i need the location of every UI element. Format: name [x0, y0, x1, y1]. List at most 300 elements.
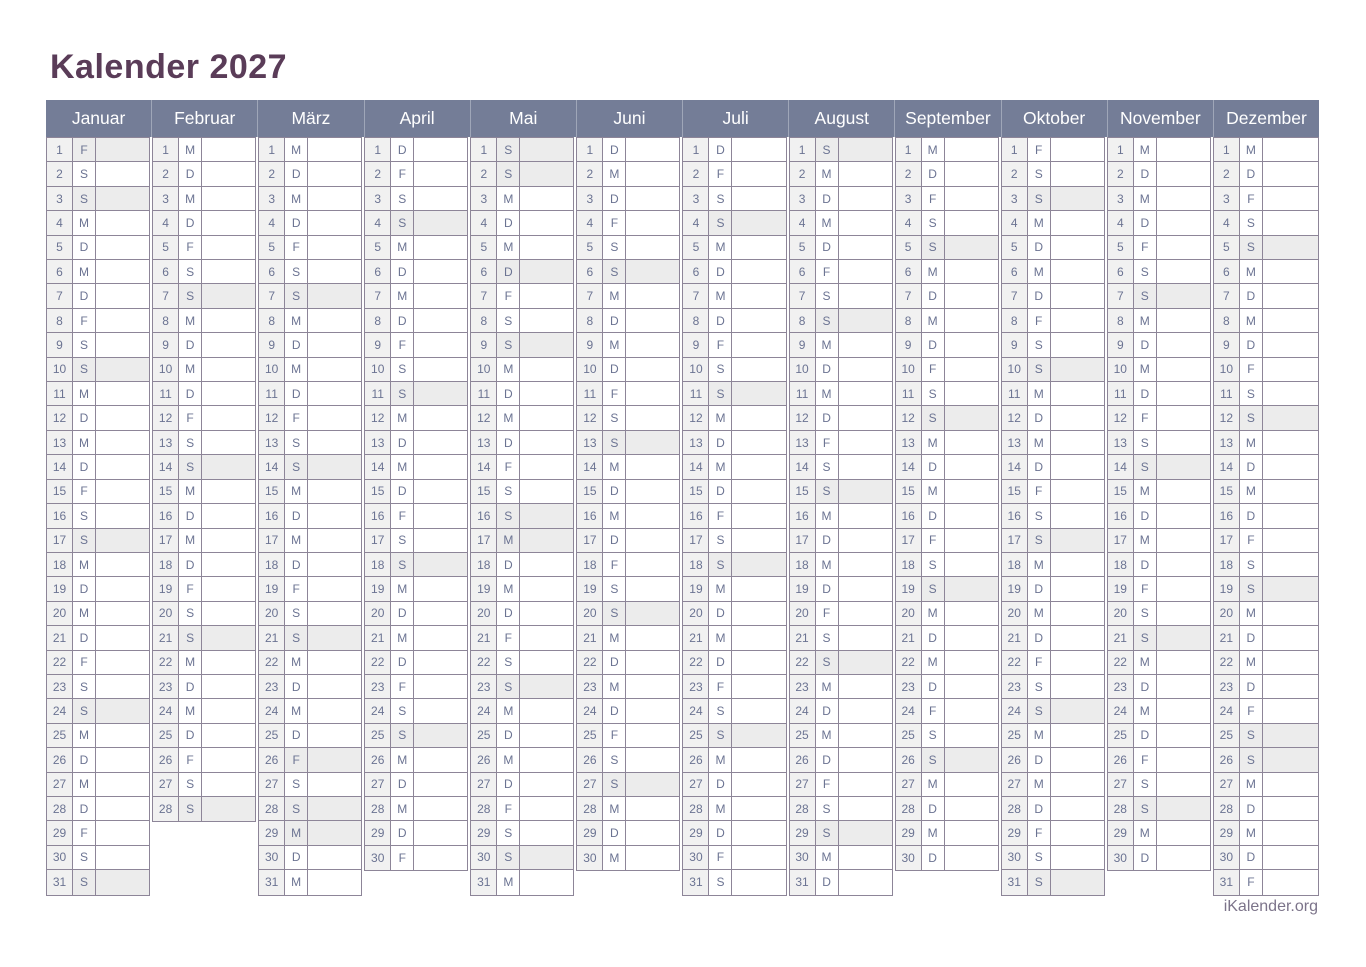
day-row	[47, 773, 149, 797]
weekday-letter: D	[1240, 797, 1263, 820]
day-number: 28	[1214, 797, 1240, 820]
note-area	[732, 529, 785, 552]
weekday-letter: D	[1134, 553, 1157, 576]
weekday-letter: M	[1240, 602, 1263, 625]
day-number: 8	[365, 309, 391, 332]
day-row	[896, 260, 998, 284]
day-number: 2	[259, 162, 285, 185]
note-area	[202, 211, 255, 234]
day-row	[1214, 333, 1318, 357]
day-row	[259, 138, 361, 162]
day-row	[790, 211, 892, 235]
note-area	[308, 138, 361, 161]
day-row	[153, 284, 255, 308]
weekday-letter: S	[497, 504, 520, 527]
day-row	[683, 431, 785, 455]
weekday-letter: S	[1134, 797, 1157, 820]
weekday-letter: D	[391, 260, 414, 283]
note-area	[1051, 821, 1104, 844]
note-area	[839, 651, 892, 674]
day-row	[896, 358, 998, 382]
weekday-letter: D	[922, 162, 945, 185]
note-area	[732, 284, 785, 307]
weekday-letter: S	[73, 187, 96, 210]
day-row	[1108, 675, 1210, 699]
weekday-letter: D	[1134, 382, 1157, 405]
day-number: 28	[471, 797, 497, 820]
day-row	[577, 236, 679, 260]
day-row	[153, 162, 255, 186]
weekday-letter: F	[709, 846, 732, 869]
day-row	[47, 577, 149, 601]
weekday-letter: F	[709, 333, 732, 356]
day-number: 22	[471, 651, 497, 674]
note-area	[414, 529, 467, 552]
note-area	[1263, 260, 1318, 283]
weekday-letter: M	[709, 406, 732, 429]
day-number: 27	[365, 773, 391, 796]
note-area	[945, 773, 998, 796]
weekday-letter: M	[816, 211, 839, 234]
weekday-letter: S	[73, 675, 96, 698]
note-area	[732, 577, 785, 600]
weekday-letter: D	[709, 480, 732, 503]
day-row	[1108, 699, 1210, 723]
day-number: 19	[790, 577, 816, 600]
day-row	[790, 480, 892, 504]
day-row	[471, 724, 573, 748]
note-area	[626, 382, 679, 405]
day-number: 17	[1214, 529, 1240, 552]
day-number: 12	[577, 406, 603, 429]
day-row	[790, 504, 892, 528]
day-number: 25	[47, 724, 73, 747]
day-number: 1	[577, 138, 603, 161]
day-row	[896, 626, 998, 650]
weekday-letter: S	[179, 455, 202, 478]
weekday-letter: F	[1134, 236, 1157, 259]
note-area	[308, 626, 361, 649]
weekday-letter: D	[497, 260, 520, 283]
weekday-letter: S	[709, 382, 732, 405]
note-area	[414, 358, 467, 381]
day-row	[153, 480, 255, 504]
weekday-letter: D	[497, 382, 520, 405]
note-area	[1157, 846, 1210, 870]
day-row	[1002, 455, 1104, 479]
day-row	[365, 529, 467, 553]
day-row	[365, 577, 467, 601]
day-row	[1002, 187, 1104, 211]
day-row	[1002, 577, 1104, 601]
weekday-letter: D	[285, 211, 308, 234]
note-area	[732, 455, 785, 478]
day-number: 1	[153, 138, 179, 161]
weekday-letter: M	[391, 797, 414, 820]
weekday-letter: M	[1134, 651, 1157, 674]
weekday-letter: M	[1028, 260, 1051, 283]
day-row	[577, 284, 679, 308]
note-area	[732, 211, 785, 234]
note-area	[626, 333, 679, 356]
day-row	[683, 309, 785, 333]
day-row	[153, 431, 255, 455]
day-number: 19	[683, 577, 709, 600]
day-row	[1108, 382, 1210, 406]
weekday-letter: F	[1028, 138, 1051, 161]
day-number: 30	[790, 846, 816, 869]
note-area	[839, 480, 892, 503]
note-area	[732, 480, 785, 503]
day-number: 5	[1002, 236, 1028, 259]
note-area	[1157, 358, 1210, 381]
day-row	[153, 675, 255, 699]
note-area	[1157, 138, 1210, 161]
note-area	[1051, 284, 1104, 307]
note-area	[308, 211, 361, 234]
month-grid-januar	[46, 137, 150, 896]
note-area	[96, 187, 149, 210]
day-row	[1214, 602, 1318, 626]
day-row	[47, 748, 149, 772]
day-number: 14	[577, 455, 603, 478]
day-row	[1214, 431, 1318, 455]
note-area	[945, 846, 998, 870]
note-area	[520, 553, 573, 576]
day-row	[577, 699, 679, 723]
day-number: 15	[577, 480, 603, 503]
day-number: 2	[365, 162, 391, 185]
weekday-letter: S	[73, 699, 96, 722]
weekday-letter: S	[179, 797, 202, 821]
note-area	[839, 602, 892, 625]
day-number: 31	[683, 870, 709, 894]
note-area	[520, 651, 573, 674]
note-area	[414, 284, 467, 307]
day-number: 13	[790, 431, 816, 454]
note-area	[839, 699, 892, 722]
day-row	[153, 504, 255, 528]
note-area	[1157, 260, 1210, 283]
day-number: 17	[365, 529, 391, 552]
day-number: 31	[1002, 870, 1028, 894]
note-area	[626, 480, 679, 503]
day-row	[47, 651, 149, 675]
weekday-letter: S	[1028, 187, 1051, 210]
weekday-letter: M	[1240, 480, 1263, 503]
day-row	[683, 187, 785, 211]
note-area	[626, 553, 679, 576]
weekday-letter: D	[1240, 162, 1263, 185]
day-number: 21	[365, 626, 391, 649]
weekday-letter: S	[73, 162, 96, 185]
day-row	[153, 382, 255, 406]
day-row	[896, 187, 998, 211]
day-number: 8	[1214, 309, 1240, 332]
note-area	[414, 651, 467, 674]
day-row	[1002, 138, 1104, 162]
day-number: 27	[1214, 773, 1240, 796]
note-area	[1263, 406, 1318, 429]
weekday-letter: S	[285, 602, 308, 625]
note-area	[1157, 162, 1210, 185]
day-number: 15	[471, 480, 497, 503]
day-number: 24	[790, 699, 816, 722]
day-number: 22	[153, 651, 179, 674]
day-number: 23	[259, 675, 285, 698]
weekday-letter: M	[285, 187, 308, 210]
weekday-letter: M	[179, 651, 202, 674]
weekday-letter: D	[497, 773, 520, 796]
note-area	[1157, 504, 1210, 527]
weekday-letter: D	[603, 699, 626, 722]
note-area	[732, 651, 785, 674]
note-area	[96, 382, 149, 405]
day-row	[683, 504, 785, 528]
month-header-april: April	[364, 100, 470, 137]
weekday-letter: S	[179, 602, 202, 625]
note-area	[1157, 602, 1210, 625]
day-number: 20	[683, 602, 709, 625]
day-row	[47, 260, 149, 284]
note-area	[308, 260, 361, 283]
day-number: 30	[1108, 846, 1134, 870]
day-number: 10	[47, 358, 73, 381]
day-number: 25	[471, 724, 497, 747]
day-row	[1214, 699, 1318, 723]
note-area	[308, 406, 361, 429]
day-number: 14	[790, 455, 816, 478]
day-row	[365, 406, 467, 430]
day-row	[683, 748, 785, 772]
weekday-letter: S	[1134, 284, 1157, 307]
weekday-letter: M	[285, 870, 308, 894]
note-area	[1157, 773, 1210, 796]
weekday-letter: S	[1240, 724, 1263, 747]
day-number: 3	[896, 187, 922, 210]
weekday-letter: D	[1028, 284, 1051, 307]
note-area	[308, 236, 361, 259]
weekday-letter: D	[391, 651, 414, 674]
day-row	[577, 797, 679, 821]
day-number: 25	[896, 724, 922, 747]
day-number: 11	[896, 382, 922, 405]
note-area	[308, 773, 361, 796]
day-number: 6	[1214, 260, 1240, 283]
note-area	[945, 284, 998, 307]
note-area	[520, 358, 573, 381]
day-row	[790, 553, 892, 577]
day-number: 1	[896, 138, 922, 161]
day-number: 14	[47, 455, 73, 478]
day-number: 20	[471, 602, 497, 625]
note-area	[96, 577, 149, 600]
day-row	[1002, 773, 1104, 797]
day-row	[790, 529, 892, 553]
day-row	[47, 455, 149, 479]
note-area	[1051, 187, 1104, 210]
day-row	[259, 358, 361, 382]
day-row	[577, 748, 679, 772]
day-number: 23	[577, 675, 603, 698]
day-number: 19	[365, 577, 391, 600]
day-row	[1002, 309, 1104, 333]
day-row	[259, 577, 361, 601]
month-grid-april	[364, 137, 468, 871]
day-number: 6	[1002, 260, 1028, 283]
weekday-letter: F	[179, 236, 202, 259]
note-area	[1051, 260, 1104, 283]
note-area	[1051, 504, 1104, 527]
day-row	[47, 333, 149, 357]
note-area	[945, 821, 998, 844]
day-number: 2	[790, 162, 816, 185]
weekday-letter: M	[922, 309, 945, 332]
weekday-letter: F	[497, 626, 520, 649]
day-row	[153, 309, 255, 333]
day-row	[683, 577, 785, 601]
day-row	[471, 797, 573, 821]
weekday-letter: F	[816, 602, 839, 625]
month-grid-juli	[682, 137, 786, 896]
weekday-letter: M	[391, 406, 414, 429]
weekday-letter: M	[603, 333, 626, 356]
note-area	[839, 846, 892, 869]
note-area	[520, 455, 573, 478]
note-area	[839, 333, 892, 356]
note-area	[202, 284, 255, 307]
note-area	[520, 309, 573, 332]
weekday-letter: S	[391, 211, 414, 234]
weekday-letter: D	[816, 577, 839, 600]
day-row	[1002, 504, 1104, 528]
day-number: 27	[471, 773, 497, 796]
day-number: 24	[471, 699, 497, 722]
day-number: 12	[153, 406, 179, 429]
day-row	[153, 333, 255, 357]
note-area	[626, 406, 679, 429]
weekday-letter: M	[1134, 480, 1157, 503]
day-number: 10	[896, 358, 922, 381]
day-number: 23	[683, 675, 709, 698]
day-row	[577, 333, 679, 357]
day-row	[1002, 846, 1104, 870]
note-area	[1051, 602, 1104, 625]
note-area	[414, 333, 467, 356]
day-row	[683, 797, 785, 821]
note-area	[1051, 480, 1104, 503]
day-row	[1108, 211, 1210, 235]
day-row	[790, 675, 892, 699]
note-area	[1263, 333, 1318, 356]
note-area	[839, 187, 892, 210]
note-area	[732, 260, 785, 283]
weekday-letter: D	[603, 821, 626, 844]
day-row	[790, 406, 892, 430]
day-row	[896, 211, 998, 235]
weekday-letter: M	[179, 699, 202, 722]
weekday-letter: M	[1028, 211, 1051, 234]
month-column-september	[895, 137, 1001, 871]
weekday-letter: D	[1240, 504, 1263, 527]
day-number: 5	[1108, 236, 1134, 259]
day-number: 22	[47, 651, 73, 674]
day-number: 21	[1002, 626, 1028, 649]
month-column-november	[1107, 137, 1213, 871]
weekday-letter: M	[709, 748, 732, 771]
day-number: 10	[1214, 358, 1240, 381]
note-area	[945, 699, 998, 722]
note-area	[202, 382, 255, 405]
day-row	[365, 626, 467, 650]
day-number: 17	[153, 529, 179, 552]
day-row	[1002, 675, 1104, 699]
weekday-letter: M	[1240, 138, 1263, 161]
day-number: 17	[1108, 529, 1134, 552]
day-row	[471, 626, 573, 650]
month-header-row	[46, 100, 1319, 137]
note-area	[945, 602, 998, 625]
weekday-letter: D	[1240, 333, 1263, 356]
note-area	[1051, 309, 1104, 332]
note-area	[945, 358, 998, 381]
note-area	[1157, 748, 1210, 771]
day-row	[259, 724, 361, 748]
day-number: 15	[683, 480, 709, 503]
weekday-letter: M	[179, 529, 202, 552]
day-row	[365, 162, 467, 186]
weekday-letter: M	[1028, 431, 1051, 454]
day-row	[1214, 724, 1318, 748]
day-number: 26	[896, 748, 922, 771]
weekday-letter: S	[709, 724, 732, 747]
day-number: 22	[1002, 651, 1028, 674]
day-row	[259, 187, 361, 211]
day-row	[683, 333, 785, 357]
month-column-marz	[258, 137, 364, 896]
weekday-letter: S	[73, 529, 96, 552]
weekday-letter: M	[1134, 309, 1157, 332]
weekday-letter: F	[73, 309, 96, 332]
note-area	[626, 529, 679, 552]
day-row	[577, 626, 679, 650]
day-row	[790, 846, 892, 870]
day-row	[47, 504, 149, 528]
note-area	[202, 260, 255, 283]
day-row	[365, 431, 467, 455]
day-row	[790, 748, 892, 772]
weekday-letter: M	[1028, 382, 1051, 405]
weekday-letter: D	[709, 602, 732, 625]
page-title: Kalender 2027	[50, 48, 288, 86]
day-number: 10	[153, 358, 179, 381]
day-row	[1214, 284, 1318, 308]
day-number: 29	[790, 821, 816, 844]
day-number: 7	[153, 284, 179, 307]
note-area	[626, 821, 679, 844]
weekday-letter: S	[922, 577, 945, 600]
note-area	[1157, 724, 1210, 747]
day-row	[471, 236, 573, 260]
note-area	[732, 846, 785, 869]
weekday-letter: M	[391, 455, 414, 478]
month-header-juni: Juni	[576, 100, 682, 137]
weekday-letter: D	[922, 504, 945, 527]
day-number: 26	[365, 748, 391, 771]
day-row	[577, 553, 679, 577]
note-area	[839, 162, 892, 185]
day-row	[471, 211, 573, 235]
